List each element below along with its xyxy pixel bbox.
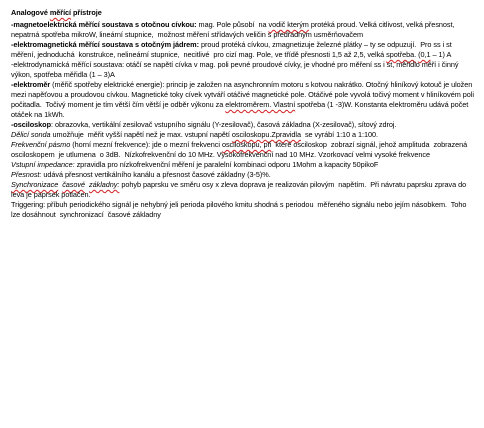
paragraph-electricity-meter — [11, 80, 474, 120]
title-part: přístroje — [71, 8, 102, 17]
paragraph-text: Triggering: příbuh periodického signál je nehybný jeli perioda pilového kmitu shodná s periodou měřeného signálu nebo jejím násobkem. Toho lze dosáhnout synchronizací časové základny — [11, 200, 469, 219]
spellcheck-flag: spotřeba. — [386, 50, 417, 59]
paragraph-text: se vyrábí 1:10 a 1:100. — [300, 130, 379, 139]
paragraph-text: spotřeba (1 -3)W. Konstanta elektroměru udává počet otáček na 1kWh. — [11, 100, 471, 119]
paragraph-triggering — [11, 200, 474, 220]
paragraph-electromagnetic — [11, 40, 474, 60]
term-label: Vstupní impedance: — [11, 160, 75, 169]
paragraph-oscilloscope — [11, 120, 474, 130]
paragraph-text: pohyb paprsku ve směru osy x zleva doprava je realizován pilovým napětím. Při návratu paprsku zprava do leva je paprsek potlačen. — [11, 180, 469, 199]
paragraph-text: zpravidla pro nízkofrekvenční měření je paralelní kombinaci odporu 1Mohm a kapacity 50pikoF — [74, 160, 379, 169]
paragraph-text: -elektrodynamická měřící soustava: otáčí se napětí cívka v mag. poli pevné proudové cívky, je vhodné pro měření ss i st, měřidlo měří i činný výkon, spotřeba měřidla (1 – 3)A — [11, 60, 461, 79]
term-label-misspelled: Synchronizace — [11, 180, 59, 189]
term-label: Přesnost: — [11, 170, 42, 179]
term-label: -osciloskop — [11, 120, 51, 129]
paragraph-accuracy — [11, 170, 474, 180]
paragraph-text: umožňuje měřit vyšší napětí než je max. vstupní napětí — [50, 130, 232, 139]
spellcheck-flag: vodič kterým — [268, 20, 309, 29]
term-label: Dělicí sonda — [11, 130, 51, 139]
paragraph-text: které osciloskop zobrazí signál, jehož amplituda zobrazená osciloskopem je utlumena o 3dB. Nízkofrekvenční do 10 MHz. Vysokofrekvenční nad 10 MHz. Vzorkovací velmi vysoké frekvence — [11, 140, 470, 159]
paragraph-divider-probe — [11, 130, 474, 140]
term-label-misspelled: časové — [62, 180, 86, 189]
paragraph-text: (měřič spotřeby elektrické energie): princip je založen na asynchronním motoru s kotvou nakrátko. Otočný hliníkový kotouč je uložen mezi napěťovou a proudovou cívkou. Magnetické toky cívek vytváří otáčivé magnetické pole. Otáčivé pole vyvolá točivý moment v hliníkovém poli počitadla. Točivý moment je tím větší čím větší je odběr výkonu za — [11, 80, 476, 109]
term-label: -elektroměr — [11, 80, 51, 89]
spellcheck-flag: elektroměrem. Vlastní — [225, 100, 296, 109]
title-part: Analogové — [11, 8, 50, 17]
paragraph-text: : obrazovka, vertikální zesilovač vstupního signálu (Y-zesilovač), časová základna (X-zesilovač), sítový zdroj. — [51, 120, 397, 129]
spellcheck-flag: osciloskopu, při — [221, 140, 272, 149]
term-label: -elektromagnetická měřící soustava s otočným jádrem: — [11, 40, 200, 49]
paragraph-text: – 1) A — [430, 50, 452, 59]
paragraph-electrodynamic — [11, 60, 474, 80]
paragraph-text: udává přesnost vertikálního kanálu a přesnost časové základny (3-5)%. — [41, 170, 271, 179]
paragraph-text: (horní mezní frekvence): jde o mezní frekvenci — [70, 140, 222, 149]
paragraph-frequency-band — [11, 140, 474, 160]
paragraph-text: mag. Pole působí na — [196, 20, 269, 29]
title-part-misspelled: měřící — [49, 8, 72, 17]
term-label: Frekvenční pásmo — [11, 140, 71, 149]
paragraph-text: proud protéká cívkou, zmagnetizuje železné plátky – ty se odpuzují. Pro ss i st měření, jednoduchá konstrukce, nelineární stupnice, necitlivé pro cizí mag. Pole, ve třídě přesnosti 1,5 až 2,5, velká — [11, 40, 454, 59]
spellcheck-flag: osciloskopu.Zpravidla — [231, 130, 301, 139]
paragraph-synchronization — [11, 180, 474, 200]
paragraph-text: protéká proud. Velká citlivost, velká přesnost, nepatrná spotřeba mikroW, lineární stupnice, možnost měření střídavých veličin s předřadným usměrňovačem — [11, 20, 457, 39]
paragraph-input-impedance — [11, 160, 474, 170]
paragraph-magnetoelectric — [11, 20, 474, 40]
term-label-misspelled: základny: — [88, 180, 120, 189]
term-label: -magnetoelektrická měřící soustava s otočnou cívkou: — [11, 20, 197, 29]
spellcheck-flag: (0,1 — [418, 50, 431, 59]
document-title — [11, 8, 474, 18]
